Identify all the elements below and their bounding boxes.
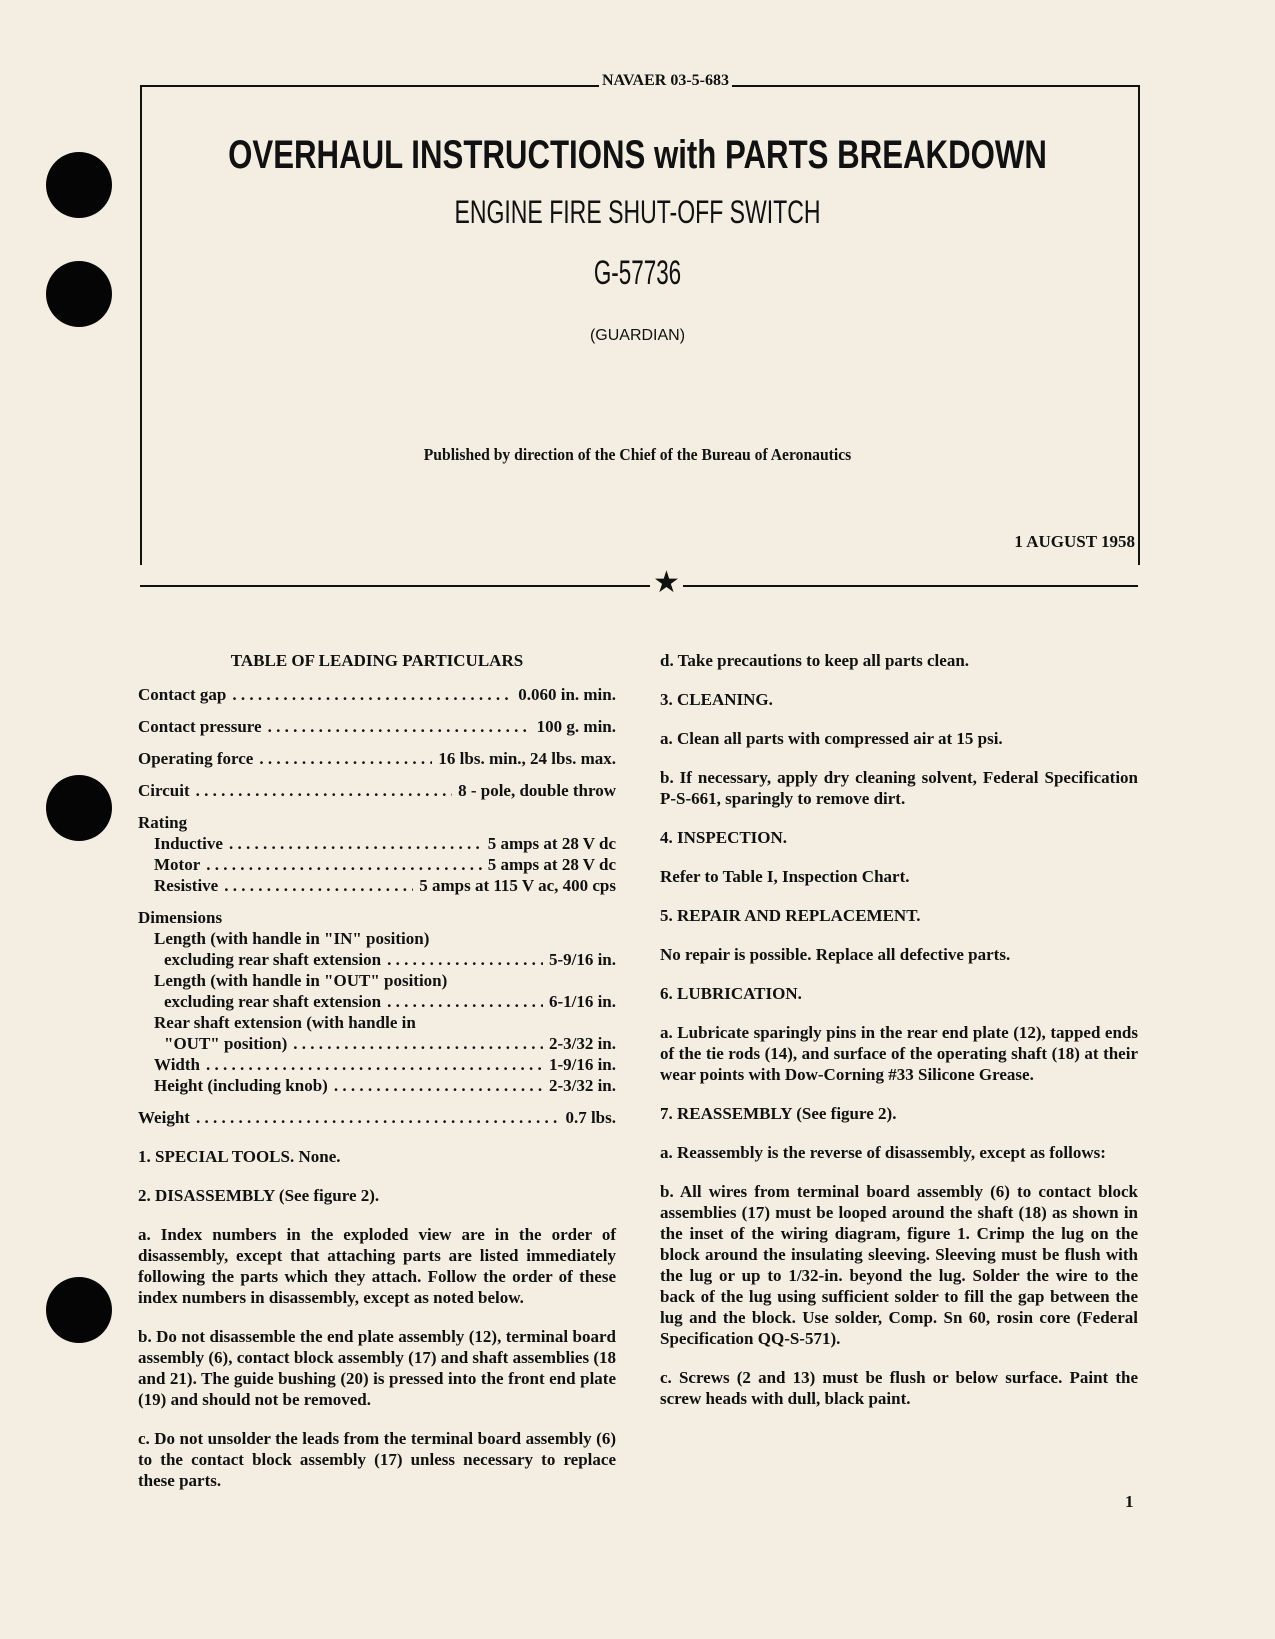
- frame-divider: [140, 585, 1138, 587]
- particular-text: Contact pressure: [138, 717, 262, 736]
- dot-leader: [206, 854, 481, 875]
- particular-text: 16 lbs. min., 24 lbs. max.: [438, 749, 616, 768]
- binder-hole: [46, 1277, 112, 1343]
- dot-leader: [387, 991, 543, 1012]
- dot-leader: [196, 780, 452, 801]
- particular-text: 5 amps at 115 V ac, 400 cps: [419, 876, 616, 895]
- paragraph: a. Reassembly is the reverse of disassembly, except as follows:: [660, 1143, 1106, 1162]
- dot-leader: [259, 748, 432, 769]
- particular-text: 5 amps at 28 V dc: [487, 834, 616, 853]
- dot-leader: [224, 875, 413, 896]
- particular-row: [138, 716, 616, 737]
- paragraph: b. If necessary, apply dry cleaning solvent, Federal Specification P-S-661, sparingly to remove dirt.: [660, 768, 1138, 808]
- paragraph: a. Lubricate sparingly pins in the rear end plate (12), tapped ends of the tie rods (14), and surface of the operating shaft (18) at their wear points with Dow-Corning #33 Silicone Grease.: [660, 1023, 1138, 1084]
- section-heading: 4. INSPECTION.: [660, 828, 788, 847]
- particular-row: [138, 1033, 616, 1054]
- particular-text: Weight: [138, 1108, 190, 1127]
- doc-number: [0, 72, 1275, 90]
- particular-row: [138, 854, 616, 875]
- doc-number-text: NAVAER 03-5-683: [599, 72, 732, 89]
- binder-hole: [46, 775, 112, 841]
- section-heading: 3. CLEANING.: [660, 690, 773, 709]
- particular-text: Width: [154, 1055, 200, 1074]
- dot-leader: [229, 833, 482, 854]
- model-number: G-57736: [593, 254, 682, 292]
- dimension-text: Length (with handle in "OUT" position): [154, 971, 448, 990]
- particular-text: 8 - pole, double throw: [458, 781, 616, 800]
- paragraph: a. Index numbers in the exploded view are in the order of disassembly, except that attaching parts are listed immediately following the parts which they attach. Follow the order of these index numbers in disassembly, except as noted below.: [138, 1225, 616, 1307]
- dimensions-label: Dimensions: [138, 908, 223, 927]
- paragraph: b. Do not disassemble the end plate assembly (12), terminal board assembly (6), contact block assembly (17) and shaft assemblies (18 and 21). The guide bushing (20) is pressed into the front end plate (19) and should not be removed.: [138, 1327, 616, 1409]
- particular-row: [138, 1107, 616, 1128]
- paragraph: No repair is possible. Replace all defective parts.: [660, 945, 1011, 964]
- left-column: [138, 650, 616, 1509]
- dot-leader: [196, 1107, 560, 1128]
- particular-text: Inductive: [154, 834, 223, 853]
- dimension-text: Length (with handle in "IN" position): [154, 929, 430, 948]
- particular-row: [138, 1054, 616, 1075]
- particular-text: 1-9/16 in.: [548, 1055, 616, 1074]
- paragraph: c. Do not unsolder the leads from the terminal board assembly (6) to the contact block assembly (17) unless necessary to replace these parts.: [138, 1429, 616, 1490]
- particular-row: [138, 949, 616, 970]
- particular-text: 5 amps at 28 V dc: [487, 855, 616, 874]
- paragraph: b. All wires from terminal board assembly (6) to contact block assemblies (17) must be looped around the shaft (18) as shown in the inset of the wiring diagram, figure 1. Crimp the lug on the block around the insulating sleeving. Sleeving must be flush with the lug or up to 1/32-in. beyond the lug. Solder the wire to the back of the lug using sufficient solder to fill the gap between the lug and the block. Use solder, Comp. Sn 60, rosin core (Federal Specification QQ-S-571).: [660, 1182, 1138, 1348]
- particular-row: [138, 875, 616, 896]
- particular-text: Motor: [154, 855, 201, 874]
- section-heading: 7. REASSEMBLY (See figure 2).: [660, 1104, 897, 1123]
- particular-row: [138, 833, 616, 854]
- paragraph: c. Screws (2 and 13) must be flush or below surface. Paint the screw heads with dull, black paint.: [660, 1368, 1138, 1408]
- document-subtitle: ENGINE FIRE SHUT-OFF SWITCH: [454, 194, 821, 230]
- paragraph: Refer to Table I, Inspection Chart.: [660, 867, 910, 886]
- dot-leader: [387, 949, 543, 970]
- dot-leader: [334, 1075, 543, 1096]
- publication-date: 1 AUGUST 1958: [1014, 532, 1135, 551]
- particular-text: "OUT" position): [164, 1034, 288, 1053]
- section-heading: 1. SPECIAL TOOLS. None.: [138, 1147, 341, 1166]
- paragraph: a. Clean all parts with compressed air at 15 psi.: [660, 729, 1003, 748]
- particular-text: 0.060 in. min.: [518, 685, 616, 704]
- published-by: Published by direction of the Chief of the Bureau of Aeronautics: [423, 445, 852, 464]
- particular-text: 5-9/16 in.: [548, 950, 616, 969]
- particular-text: excluding rear shaft extension: [164, 950, 382, 969]
- particular-text: Resistive: [154, 876, 219, 895]
- particular-text: Contact gap: [138, 685, 227, 704]
- binder-hole: [46, 152, 112, 218]
- dimension-text: Rear shaft extension (with handle in: [154, 1013, 416, 1032]
- rating-label: Rating: [138, 813, 188, 832]
- right-column: [660, 650, 1138, 1427]
- page-number: 1: [1125, 1492, 1134, 1511]
- paragraph: d. Take precautions to keep all parts clean.: [660, 651, 970, 670]
- particular-text: 2-3/32 in.: [548, 1034, 616, 1053]
- section-heading: 5. REPAIR AND REPLACEMENT.: [660, 906, 921, 925]
- section-heading: 2. DISASSEMBLY (See figure 2).: [138, 1186, 380, 1205]
- binder-hole: [46, 261, 112, 327]
- particular-text: Operating force: [138, 749, 254, 768]
- dot-leader: [206, 1054, 543, 1075]
- particular-row: [138, 1075, 616, 1096]
- manufacturer: (GUARDIAN): [589, 327, 686, 344]
- particular-text: excluding rear shaft extension: [164, 992, 382, 1011]
- particular-row: [138, 991, 616, 1012]
- particular-text: 100 g. min.: [536, 717, 616, 736]
- dot-leader: [268, 716, 531, 737]
- particular-text: Height (including knob): [154, 1076, 328, 1095]
- particular-row: [138, 684, 616, 705]
- particular-text: Circuit: [138, 781, 190, 800]
- dot-leader: [232, 684, 512, 705]
- particular-text: 2-3/32 in.: [548, 1076, 616, 1095]
- section-heading: 6. LUBRICATION.: [660, 984, 802, 1003]
- particular-row: [138, 780, 616, 801]
- document-title: OVERHAUL INSTRUCTIONS with PARTS BREAKDOWN: [228, 133, 1047, 177]
- dot-leader: [293, 1033, 543, 1054]
- star-icon: ★: [650, 568, 683, 598]
- particular-row: [138, 748, 616, 769]
- particular-text: 6-1/16 in.: [548, 992, 616, 1011]
- particulars-heading: TABLE OF LEADING PARTICULARS: [230, 651, 524, 670]
- particular-text: 0.7 lbs.: [565, 1108, 616, 1127]
